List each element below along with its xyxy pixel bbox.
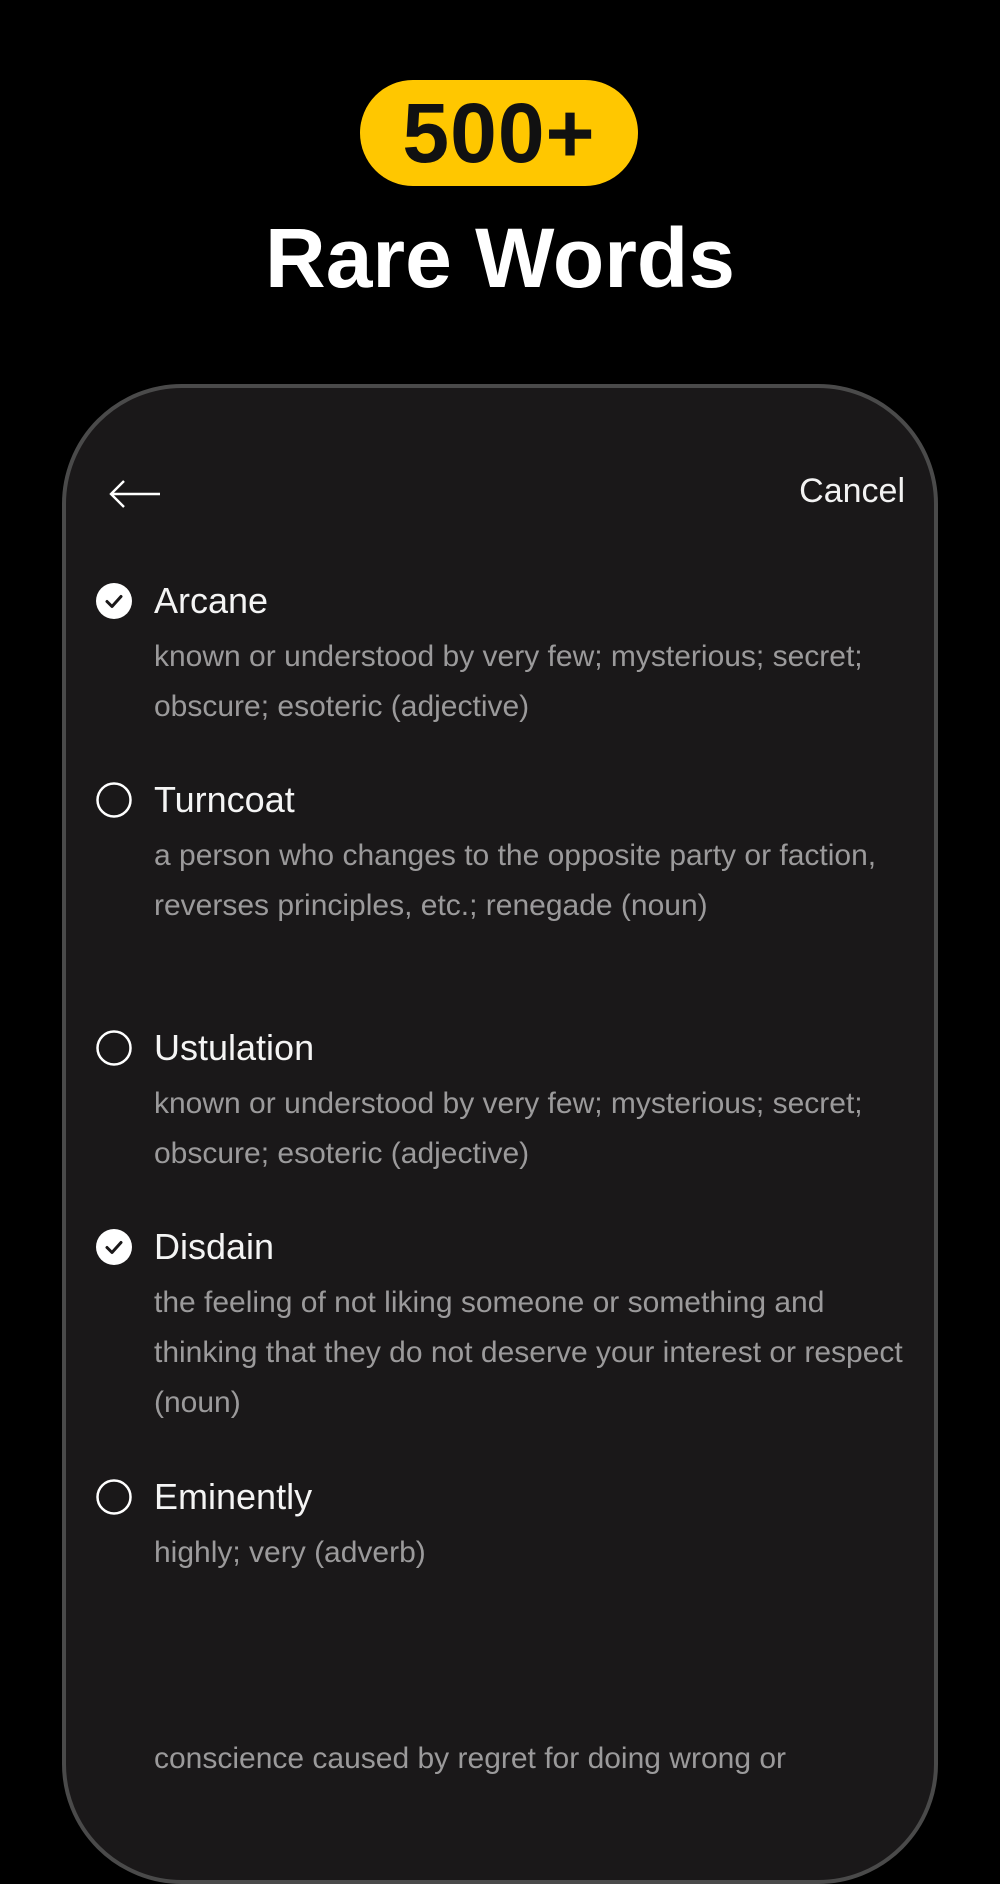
unchecked-circle-icon[interactable]: [96, 1030, 132, 1066]
word-item[interactable]: [96, 1222, 926, 1428]
partial-definition: conscience caused by regret for doing wrong or: [154, 1742, 787, 1775]
word-item[interactable]: [96, 1023, 926, 1179]
word-title: Ustulation: [154, 1027, 315, 1068]
word-item[interactable]: [96, 775, 926, 931]
word-item[interactable]: [96, 576, 926, 732]
count-badge: 500+: [360, 80, 638, 186]
word-item[interactable]: [96, 1472, 926, 1578]
arrow-left-icon[interactable]: [108, 478, 162, 510]
word-title: Eminently: [154, 1476, 313, 1517]
unchecked-circle-icon[interactable]: [96, 1479, 132, 1515]
checked-circle-icon[interactable]: [96, 1229, 132, 1265]
checked-circle-icon[interactable]: [96, 583, 132, 619]
cancel-button[interactable]: Cancel: [799, 472, 905, 510]
word-definition: the feeling of not liking someone or something and thinking that they do not deserve your interest or respect (noun): [154, 1286, 903, 1419]
word-definition: a person who changes to the opposite party or faction, reverses principles, etc.; renegade (noun): [154, 839, 877, 922]
word-definition: known or understood by very few; mysterious; secret; obscure; esoteric (adjective): [154, 640, 863, 723]
word-definition: known or understood by very few; mysterious; secret; obscure; esoteric (adjective): [154, 1087, 863, 1170]
word-title: Arcane: [154, 580, 269, 621]
word-definition: highly; very (adverb): [154, 1536, 426, 1569]
word-title: Turncoat: [154, 779, 295, 820]
headline: Rare Words: [265, 211, 735, 305]
unchecked-circle-icon[interactable]: [96, 782, 132, 818]
word-title: Disdain: [154, 1226, 275, 1267]
